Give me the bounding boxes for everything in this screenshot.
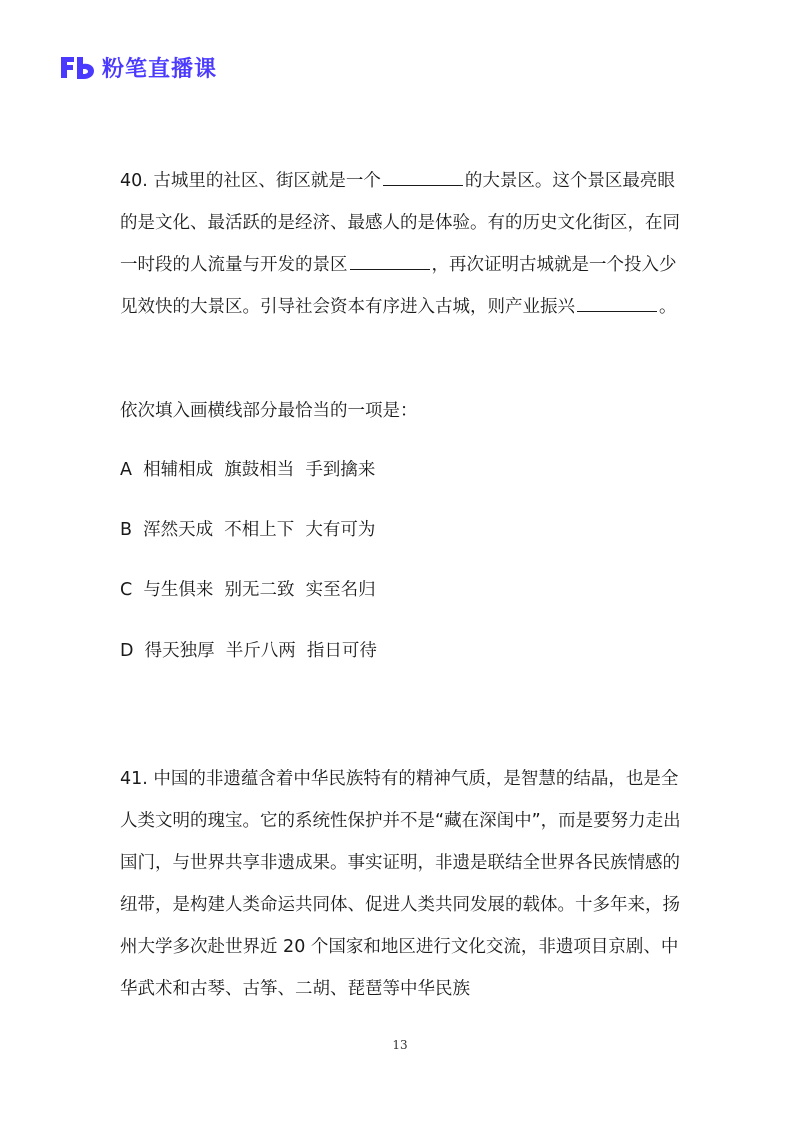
option-c: C 与生俱来 别无二致 实至名归 (120, 580, 376, 600)
brand-name: 粉笔直播课 (102, 56, 218, 82)
option-a: A 相辅相成 旗鼓相当 手到擒来 (120, 460, 376, 480)
question-40-prompt: 依次填入画横线部分最恰当的一项是： (120, 401, 418, 421)
question-40-stem (120, 160, 690, 328)
blank-1 (383, 167, 463, 186)
q40-text-4: 。 (659, 297, 677, 317)
brand-logo (58, 52, 217, 82)
blank-2 (350, 251, 430, 270)
q40-text-2: 的大景区。这个景区最亮眼的是文化、最活跃的是经济、最感人的是体验。有的历史文化街区，在同一时段的人流量与开发的景区 (120, 171, 680, 275)
blank-3 (577, 293, 657, 312)
option-d: D 得天独厚 半斤八两 指日可待 (120, 641, 377, 661)
q40-text-3: ，再次证明古城就是一个投入少见效快的大景区。引导社会资本有序进入古城，则产业振兴 (120, 255, 677, 317)
fb-logo-icon (58, 53, 96, 81)
option-b: B 浑然天成 不相上下 大有可为 (120, 520, 376, 540)
question-41-stem: 41. 中国的非遗蕴含着中华民族特有的精神气质，是智慧的结晶，也是全人类文明的瑰宝。它的系统性保护并不是“藏在深闺中”，而是要努力走出国门，与世界共享非遗成果。事实证明，非遗是联结全世界各民族情感的纽带，是构建人类命运共同体、促进人类共同发展的载体。十多年来，扬州大学多次赴世界近 20 个国家和地区进行文化交流，非遗项目京剧、中华武术和古琴、古筝、二胡、琵琶等中华民族 (120, 769, 681, 999)
page-number: 13 (392, 1038, 408, 1052)
q40-text-1: 40. 古城里的社区、街区就是一个 (120, 171, 381, 191)
